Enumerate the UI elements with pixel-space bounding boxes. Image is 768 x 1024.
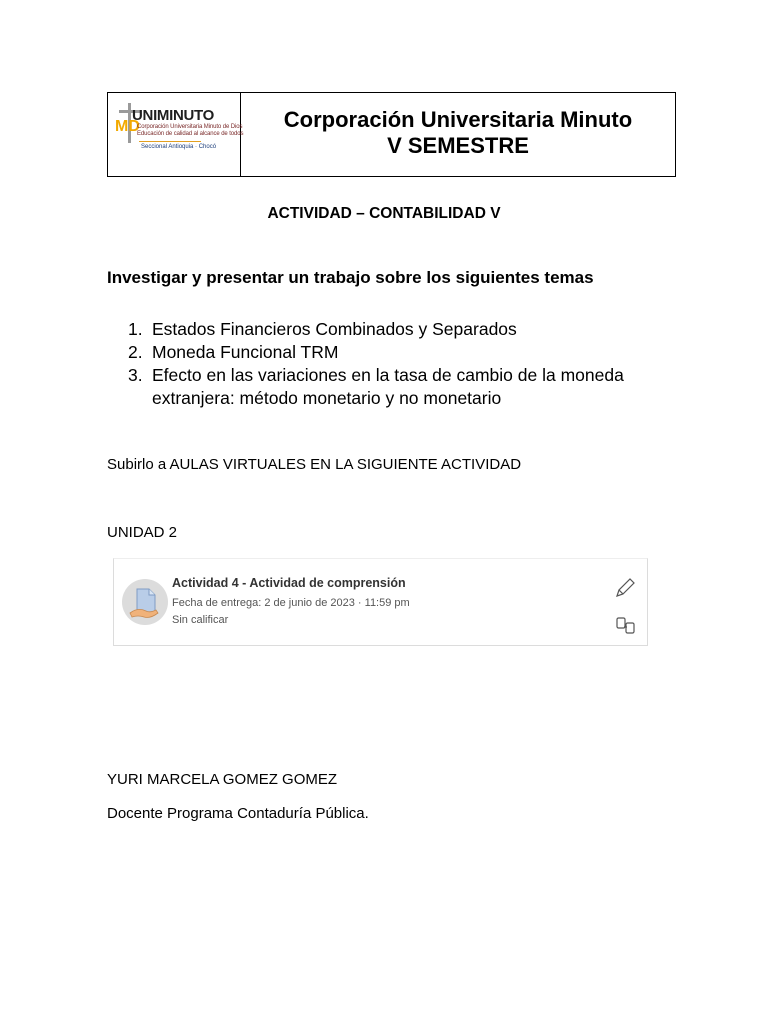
logo-branch: Seccional Antioquia · Chocó (141, 144, 217, 150)
list-item-number: 1. (128, 319, 143, 339)
list-item-number: 3. (128, 365, 143, 385)
list-item-text: Efecto en las variaciones en la tasa de cambio de la moneda extranjera: método monetario y no monetario (152, 365, 624, 408)
intro-text: Investigar y presentar un trabajo sobre los siguientes temas (107, 268, 594, 287)
logo-subtitle: Corporación Universitaria Minuto de Dios (137, 124, 243, 130)
teacher-role: Docente Programa Contaduría Pública. (107, 805, 369, 822)
assignment-icon (122, 579, 168, 625)
activity-card[interactable] (113, 558, 648, 646)
topics-list (128, 318, 648, 410)
pencil-icon[interactable] (613, 576, 637, 600)
institution-title: Corporación Universitaria Minuto (283, 107, 633, 132)
list-item (128, 341, 648, 364)
logo-name: UNIMINUTO (132, 107, 215, 124)
list-item-text: Moneda Funcional TRM (152, 342, 339, 362)
activity-title-link[interactable]: Actividad 4 - Actividad de comprensión (172, 576, 406, 590)
unit-label: UNIDAD 2 (107, 524, 178, 541)
uniminuto-logo (108, 93, 244, 176)
document-header (107, 92, 676, 177)
grade-status: Sin calificar (172, 614, 229, 626)
list-item-number: 2. (128, 342, 143, 362)
teacher-name: YURI MARCELA GOMEZ GOMEZ (107, 771, 338, 788)
svg-text:MD: MD (115, 118, 140, 135)
upload-instruction: Subirlo a AULAS VIRTUALES EN LA SIGUIENTE ACTIVIDAD (107, 456, 522, 473)
due-date: Fecha de entrega: 2 de junio de 2023 · 11:59 pm (172, 597, 410, 609)
list-item-text: Estados Financieros Combinados y Separados (152, 319, 517, 339)
logo-divider (139, 141, 201, 142)
list-item (128, 364, 648, 410)
logo-tagline: Educación de calidad al alcance de todos (137, 131, 244, 137)
header-title (241, 93, 675, 176)
list-item (128, 318, 648, 341)
semester-title: V SEMESTRE (387, 133, 529, 158)
activity-title: ACTIVIDAD – CONTABILIDAD V (267, 205, 501, 222)
move-icon[interactable] (615, 615, 637, 635)
